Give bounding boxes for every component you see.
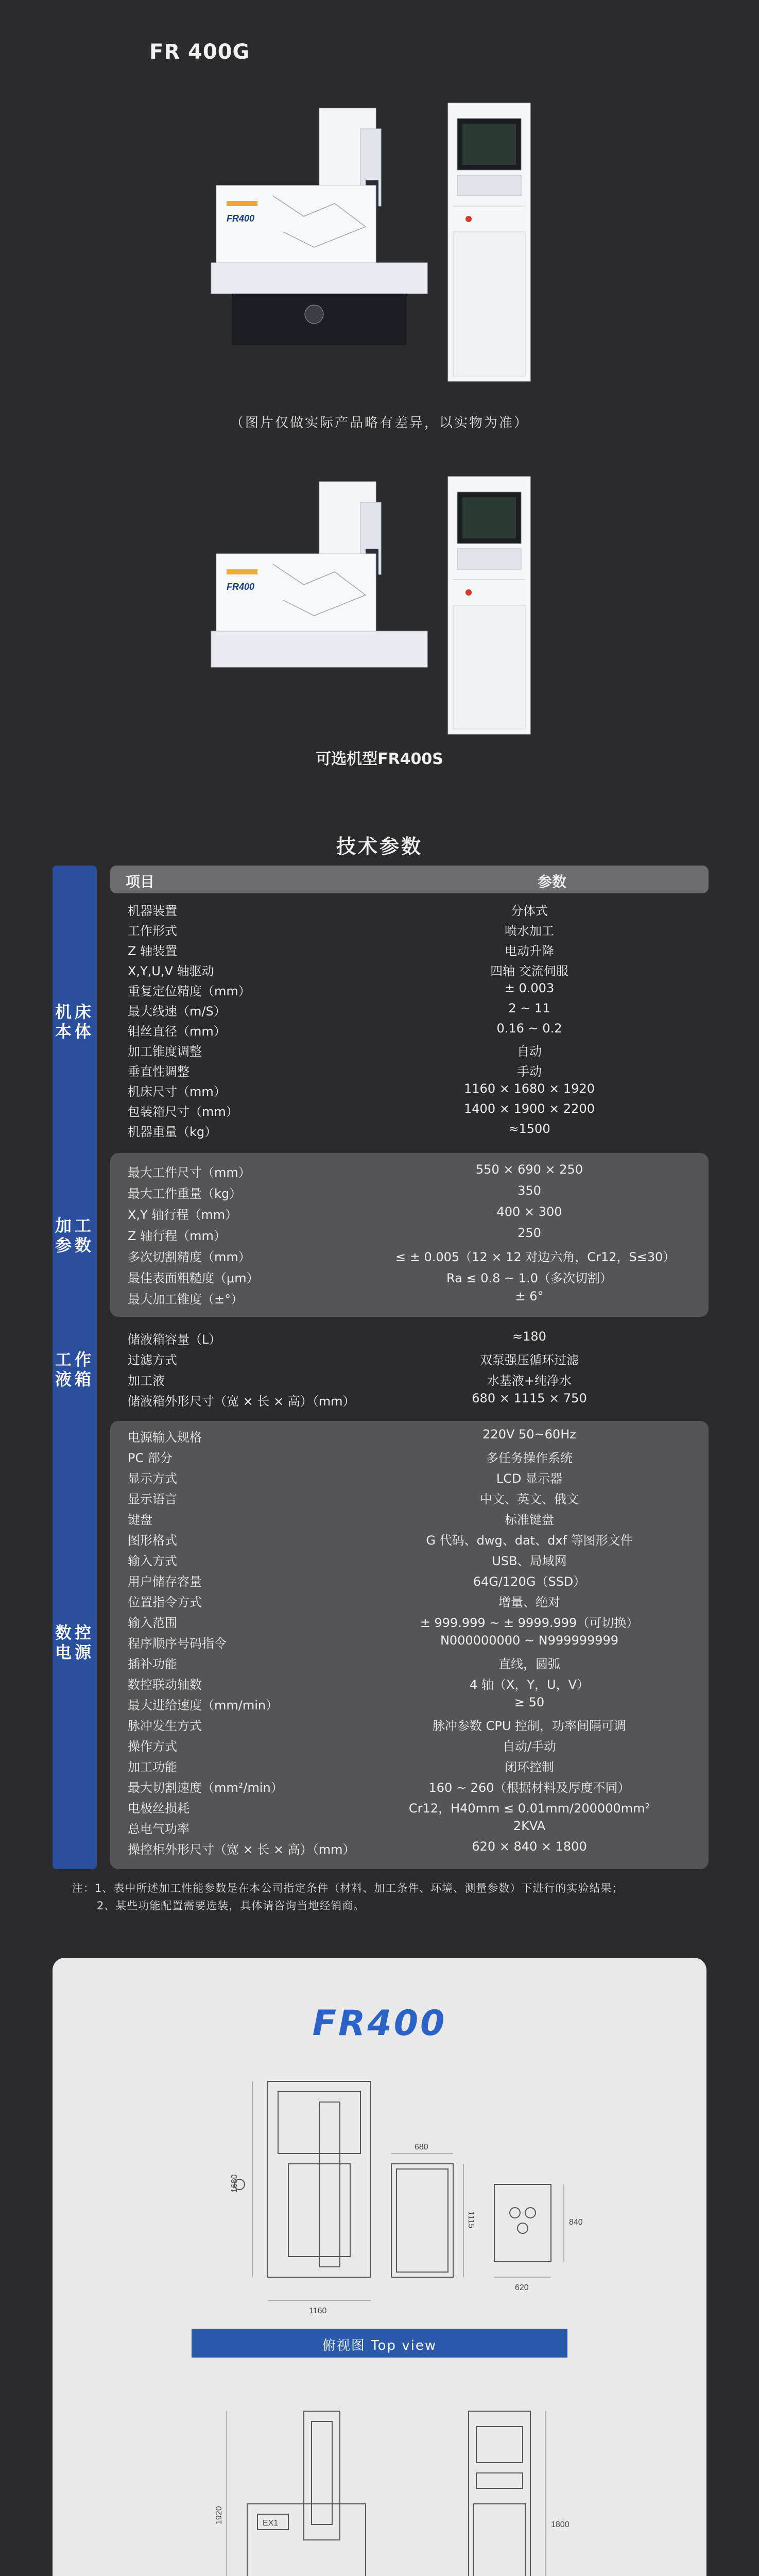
- machine-badge-text: FR400: [227, 213, 255, 224]
- spec-row: Z 轴装置 电动升降: [128, 944, 554, 958]
- col-param-label: 参数: [538, 873, 567, 890]
- spec-row: 储液箱外形尺寸（宽 × 长 × 高）（mm） 680 × 1115 × 750: [128, 1391, 587, 1409]
- top-view-label: 俯视图 Top view: [322, 2338, 437, 2353]
- spec-row: 操作方式 自动/手动: [128, 1739, 557, 1754]
- spec-row: 机床尺寸（mm） 1160 × 1680 × 1920: [128, 1081, 595, 1099]
- category-label-machine: 机床本体: [55, 1002, 94, 1041]
- spec-row: 包装箱尺寸（mm） 1400 × 1900 × 2200: [128, 1101, 595, 1119]
- cabinet-panel: [457, 175, 521, 196]
- spec-row: 键盘 标准键盘: [128, 1513, 554, 1527]
- spec-row: 位置指令方式 增量、绝对: [128, 1595, 560, 1609]
- machine-badge: [227, 201, 257, 206]
- product-image-main: [211, 98, 551, 386]
- top-view-label-bar: [192, 2329, 567, 2358]
- spec-row: 显示语言 中文、英文、俄文: [128, 1492, 579, 1506]
- cabinet-panel: [457, 549, 521, 569]
- spec-row: 多次切割精度（mm） ≤ ± 0.005（12 × 12 对边六角，Cr12，S≤30）: [128, 1250, 676, 1264]
- dim-cabinet-front-height: 1800: [551, 2520, 570, 2529]
- spec-row: 程序顺序号码指令 N000000000 ~ N999999999: [128, 1633, 619, 1651]
- top-view-drawing: [216, 2061, 608, 2339]
- spec-row: 数控联动轴数 4 轴（X，Y，U，V）: [128, 1677, 589, 1692]
- spec-row: 垂直性调整 手动: [128, 1064, 542, 1079]
- spec-row: 储液箱容量（L） ≈180: [128, 1329, 546, 1347]
- spec-row: 加工锥度调整 自动: [128, 1044, 542, 1059]
- cabinet-screen-inner: [462, 497, 516, 538]
- spec-row: 显示方式 LCD 显示器: [128, 1471, 563, 1486]
- dim-tank-width: 680: [415, 2143, 428, 2151]
- machine-body: [216, 185, 376, 263]
- front-cabinet-outline: [469, 2411, 530, 2576]
- spec-row: PC 部分 多任务操作系统: [128, 1451, 573, 1465]
- dim-front-height: 1920: [215, 2506, 223, 2524]
- spec-row: 输入方式 USB、局域网: [128, 1554, 567, 1568]
- cabinet-door: [453, 232, 525, 376]
- spec-row: 加工液 水基液+纯净水: [128, 1374, 572, 1388]
- spec-row: 插补功能 直线，圆弧: [128, 1657, 560, 1671]
- spec-row: Z 轴行程（mm） 250: [128, 1226, 541, 1243]
- cabinet-screen-inner: [462, 124, 516, 165]
- cabinet-button: [465, 216, 472, 222]
- spec-row: 钼丝直径（mm） 0.16 ~ 0.2: [128, 1021, 562, 1039]
- spec-row: 最佳表面粗糙度（μm） Ra ≤ 0.8 ~ 1.0（多次切割）: [128, 1271, 612, 1285]
- front-tag: EX1: [263, 2519, 279, 2528]
- cabinet-button: [465, 589, 472, 596]
- spec-row: 输入范围 ± 999.999 ~ ± 9999.999（可切换）: [128, 1616, 639, 1630]
- dim-cabinet-height: 840: [569, 2218, 583, 2227]
- front-view-drawing: [216, 2391, 608, 2576]
- machine-badge: [227, 569, 257, 574]
- spec-row: 操控柜外形尺寸（宽 × 长 × 高）（mm） 620 × 840 × 1800: [128, 1839, 587, 1857]
- spec-row: 总电气功率 2KVA: [128, 1819, 546, 1836]
- drawing-brand-logo: FR400: [312, 2003, 447, 2044]
- machine-badge-text: FR400: [227, 582, 255, 592]
- spec-row: 最大切割速度（mm²/min） 160 ~ 260（根据材料及厚度不同）: [128, 1781, 630, 1795]
- spec-row: 电极丝损耗 Cr12，H40mm ≤ 0.01mm/200000mm²: [128, 1801, 650, 1816]
- spec-row: 过滤方式 双泵强压循环过滤: [128, 1353, 579, 1367]
- spec-row: 电源输入规格 220V 50~60Hz: [128, 1427, 576, 1445]
- category-label-tank: 工作液箱: [55, 1350, 94, 1389]
- spec-row: 用户储存容量 64G/120G（SSD）: [128, 1574, 586, 1589]
- machine-table: [211, 263, 427, 294]
- category-label-processing: 加工参数: [55, 1216, 94, 1255]
- image-caption: （图片仅做实际产品略有差异，以实物为准）: [230, 415, 529, 431]
- spec-row: 脉冲发生方式 脉冲参数 CPU 控制，功率间隔可调: [128, 1719, 627, 1733]
- dim-machine-width: 1160: [309, 2307, 327, 2315]
- spec-row: 图形格式 G 代码、dwg、dat、dxf 等图形文件: [128, 1533, 633, 1548]
- spec-row: 工作形式 喷水加工: [128, 924, 554, 938]
- col-item-label: 项目: [126, 873, 155, 890]
- spec-note-1: 注：1、表中所述加工性能参数是在本公司指定条件（材料、加工条件、环境、测量参数）下进行的实验结果；: [72, 1882, 624, 1894]
- cabinet-door: [453, 605, 525, 729]
- category-label-cnc: 数控电源: [55, 1623, 94, 1662]
- top-tank-outline: [391, 2164, 453, 2277]
- dim-machine-height: 1680: [230, 2174, 239, 2193]
- spec-row: 机器装置 分体式: [128, 904, 548, 918]
- spec-row: X,Y 轴行程（mm） 400 × 300: [128, 1205, 562, 1222]
- spec-row: X,Y,U,V 轴驱动 四轴 交流伺服: [128, 964, 568, 978]
- spec-row: 最大线速（m/S） 2 ~ 11: [128, 1001, 550, 1019]
- spec-column-header: [110, 866, 709, 893]
- dim-tank-height: 1115: [467, 2211, 475, 2229]
- machine-body: [216, 554, 376, 631]
- spec-row: 最大加工锥度（±°） ± 6°: [128, 1289, 544, 1307]
- model-title: FR 400G: [149, 40, 250, 64]
- spec-row: 最大工件重量（kg） 350: [128, 1183, 541, 1201]
- spec-row: 重复定位精度（mm） ± 0.003: [128, 981, 555, 998]
- spec-row: 加工功能 闭环控制: [128, 1760, 554, 1774]
- spec-note-2: 2、某些功能配置需要选装，具体请咨询当地经销商。: [97, 1900, 365, 1912]
- optional-model-caption: 可选机型FR400S: [316, 750, 443, 768]
- spec-row: 最大工件尺寸（mm） 550 × 690 × 250: [128, 1162, 583, 1180]
- spec-heading: 技术参数: [336, 835, 423, 858]
- product-image-optional: [211, 471, 551, 739]
- spec-row: 最大进给速度（mm/min） ≥ 50: [128, 1695, 545, 1713]
- machine-wheel: [305, 305, 323, 324]
- machine-table: [211, 631, 427, 667]
- front-column-outline: [304, 2411, 340, 2540]
- dim-cabinet-width: 620: [515, 2283, 529, 2292]
- spec-row: 机器重量（kg） ≈1500: [128, 1122, 550, 1139]
